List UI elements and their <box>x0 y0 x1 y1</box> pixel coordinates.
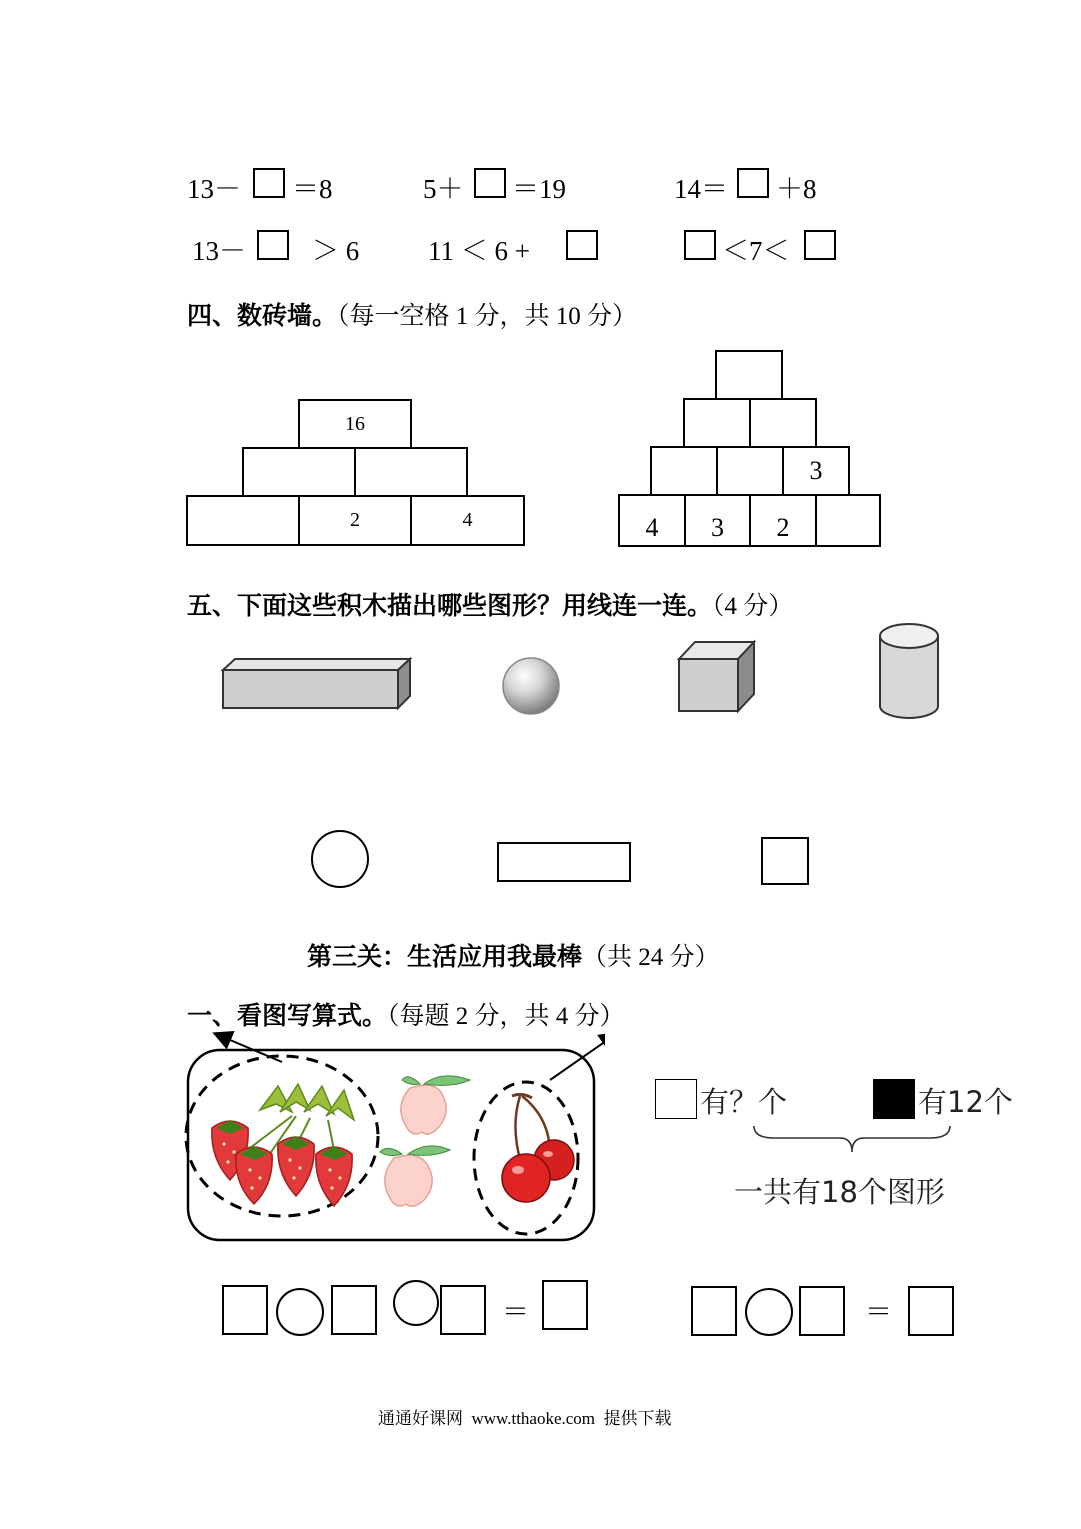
cuboid-icon[interactable] <box>220 656 414 712</box>
equals-sign: ＝ <box>502 1297 529 1327</box>
equation-2-left: 5＋ <box>423 174 464 204</box>
total-label: 一共有18个图形 <box>734 1175 945 1209</box>
white-label: 有？个 <box>700 1085 788 1119</box>
sphere-icon[interactable] <box>500 655 562 717</box>
equals-sign: ＝ <box>865 1297 892 1327</box>
brick-mid-1[interactable] <box>242 447 356 497</box>
footer-text: 通通好课网 www.tthaoke.com 提供下载 <box>378 1409 672 1428</box>
cube-icon[interactable] <box>676 639 758 715</box>
answer-box[interactable] <box>474 168 506 198</box>
brick-r4-3[interactable]: 2 <box>749 494 817 547</box>
section-4-heading <box>187 296 637 332</box>
section-4-note: （每一空格 1 分，共 10 分） <box>337 303 638 330</box>
section-4-title: 四、数砖墙。 <box>187 301 338 330</box>
equation-2-right: ＝19 <box>512 174 566 204</box>
answer-box[interactable] <box>684 230 716 260</box>
brick-r4-1[interactable]: 4 <box>618 494 686 547</box>
operator-circle[interactable] <box>745 1288 793 1336</box>
section-5-heading <box>187 586 793 622</box>
equation-3-right: ＋8 <box>776 174 817 204</box>
equation-4-right: ＞ 6 <box>312 236 360 266</box>
square-shape[interactable] <box>761 837 809 885</box>
brick-bottom-2[interactable]: 2 <box>298 495 412 546</box>
section-5-title: 五、下面这些积木描出哪些图形？用线连一连。 <box>187 591 713 620</box>
answer-box[interactable] <box>804 230 836 260</box>
cylinder-icon[interactable] <box>876 620 942 722</box>
brick-r3-2[interactable] <box>716 446 784 496</box>
rectangle-shape[interactable] <box>497 842 631 882</box>
brick-r1[interactable] <box>715 350 783 400</box>
equation-5-left: 11 ＜ 6 + <box>428 236 530 266</box>
brick-mid-2[interactable] <box>354 447 468 497</box>
section-1-heading <box>187 996 625 1032</box>
brick-bottom-1[interactable] <box>186 495 300 546</box>
answer-box[interactable] <box>222 1285 268 1335</box>
answer-box[interactable] <box>691 1286 737 1336</box>
black-square-icon <box>873 1079 915 1119</box>
equation-1-right: ＝8 <box>292 174 333 204</box>
part-3-note: （共 24 分） <box>582 944 720 971</box>
answer-box[interactable] <box>908 1286 954 1336</box>
section-1-note: （每题 2 分，共 4 分） <box>387 1003 625 1030</box>
operator-circle[interactable] <box>276 1288 324 1336</box>
fruit-picture <box>180 1028 605 1248</box>
black-label: 有12个 <box>918 1085 1013 1119</box>
operator-circle[interactable] <box>393 1280 439 1326</box>
brace-icon <box>752 1124 952 1154</box>
brick-r2-1[interactable] <box>683 398 751 448</box>
brick-r3-3[interactable]: 3 <box>782 446 850 496</box>
equation-6-middle: ＜7＜ <box>722 236 790 266</box>
answer-box[interactable] <box>257 230 289 260</box>
part-3-heading <box>307 937 720 973</box>
equation-1-left: 13－ <box>187 174 241 204</box>
brick-bottom-3[interactable]: 4 <box>410 495 525 546</box>
white-square-icon <box>655 1079 697 1119</box>
equation-3-left: 14＝ <box>674 174 728 204</box>
answer-box[interactable] <box>542 1280 588 1330</box>
brick-r2-2[interactable] <box>749 398 817 448</box>
answer-box[interactable] <box>253 168 285 198</box>
equation-1 <box>187 174 241 204</box>
circle-shape[interactable] <box>311 830 369 888</box>
answer-box[interactable] <box>331 1285 377 1335</box>
brick-r3-1[interactable] <box>650 446 718 496</box>
part-3-title: 第三关：生活应用我最棒 <box>307 942 583 971</box>
brick-top[interactable]: 16 <box>298 399 412 449</box>
brick-r4-4[interactable] <box>815 494 881 547</box>
answer-box[interactable] <box>799 1286 845 1336</box>
answer-box[interactable] <box>566 230 598 260</box>
section-5-note: （4 分） <box>712 593 794 620</box>
answer-box[interactable] <box>440 1285 486 1335</box>
section-1-title: 一、看图写算式。 <box>187 1001 388 1030</box>
answer-box[interactable] <box>737 168 769 198</box>
brick-r4-2[interactable]: 3 <box>684 494 751 547</box>
equation-4-left: 13－ <box>192 236 246 266</box>
